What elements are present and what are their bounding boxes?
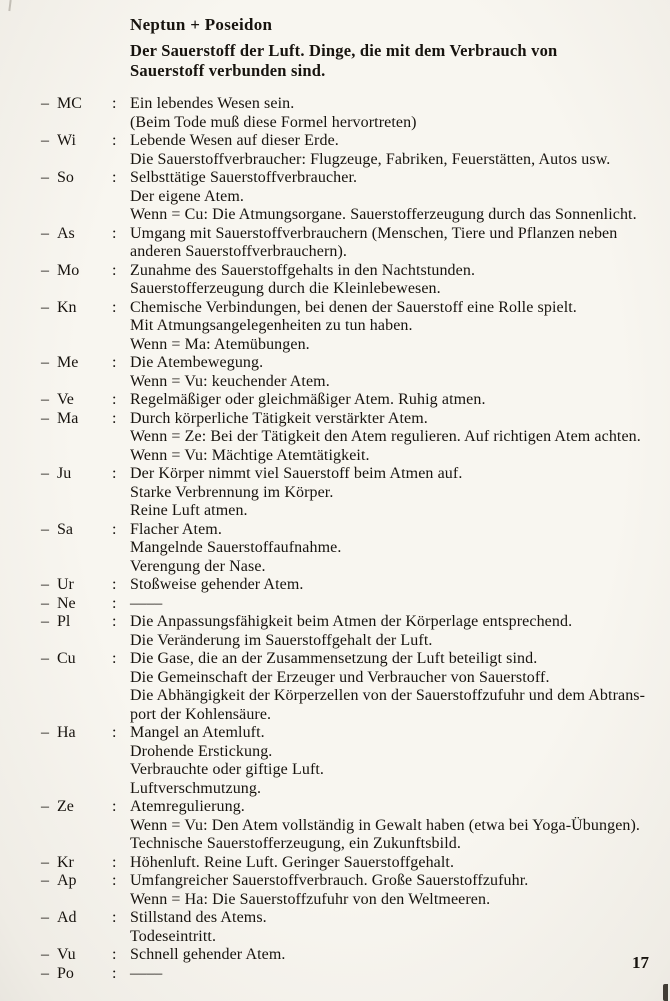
entry-term: Wi (57, 132, 76, 149)
entry-description-line: Wenn = Ma: Atemübungen. (130, 335, 310, 353)
entry-description-line: Wenn = Vu: keuchender Atem. (130, 372, 330, 390)
entry-term: Po (57, 964, 74, 982)
entry-term: Ap (57, 872, 77, 889)
entry-description-line: Lebende Wesen auf dieser Erde. (130, 132, 339, 149)
entry-separator: : (112, 224, 117, 242)
entry-description-line: Luftverschmutzung. (130, 779, 262, 797)
entry-separator: : (112, 946, 117, 963)
entry-term: Ma (57, 409, 79, 427)
entry-separator: : (112, 798, 117, 815)
glossary-entry-ze (0, 798, 670, 854)
entry-description-line: Höhenluft. Reine Luft. Geringer Sauerstoffgehalt. (130, 853, 455, 871)
entry-separator: : (112, 520, 117, 538)
glossary-entry-ju (0, 465, 670, 521)
glossary-entry-ad (0, 909, 670, 946)
entry-description (130, 909, 670, 946)
entry-term: Mo (57, 261, 80, 279)
entry-separator: : (112, 964, 117, 982)
entry-separator: : (112, 613, 117, 630)
entry-description (130, 724, 670, 798)
entry-description-line: Wenn = Vu: Den Atem vollständig in Gewalt haben (etwa bei Yoga-Übungen). (130, 816, 641, 834)
entry-description (130, 521, 670, 577)
entry-dash: – (41, 391, 49, 408)
entry-description (130, 576, 670, 595)
entry-description-line: Verbrauchte oder giftige Luft. (130, 761, 325, 778)
entry-term: Vu (57, 946, 76, 963)
entry-term: Cu (57, 650, 76, 667)
entry-dash: – (41, 724, 49, 741)
entry-description-line: Starke Verbrennung im Körper. (130, 483, 334, 501)
entry-description-line: Die Atembewegung. (130, 354, 264, 371)
entry-description-line: Flacher Atem. (130, 520, 222, 538)
glossary-entry-ur (0, 576, 670, 595)
entry-description-line: Wenn = Vu: Mächtige Atemtätigkeit. (130, 446, 370, 464)
entry-description-line: Reine Luft atmen. (130, 502, 248, 519)
entry-description-line: Die Gemeinschaft der Erzeuger und Verbraucher von Sauerstoff. (130, 668, 550, 686)
entry-description-line: Chemische Verbindungen, bei denen der Sauerstoff eine Rolle spielt. (130, 298, 577, 316)
entry-separator: : (112, 465, 117, 482)
glossary-entry-mo (0, 262, 670, 299)
entry-description (130, 946, 670, 965)
entry-description-line: Technische Sauerstofferzeugung, ein Zukunftsbild. (130, 835, 461, 852)
entry-description (130, 354, 670, 391)
entry-description (130, 169, 670, 225)
entry-description-line: Wenn = Ze: Bei der Tätigkeit den Atem regulieren. Auf richtigen Atem achten. (130, 428, 641, 445)
entry-dash: – (41, 132, 49, 149)
entry-description-line: Die Anpassungsfähigkeit beim Atmen der Körperlage entsprechend. (130, 613, 573, 630)
entry-separator: : (112, 298, 117, 316)
entry-term: Ze (57, 798, 74, 815)
entry-dash: – (41, 298, 49, 316)
entry-description-line: (Beim Tode muß diese Formel hervortreten) (130, 113, 417, 131)
entry-description (130, 965, 670, 984)
entry-separator: : (112, 853, 117, 871)
glossary-entry-ha (0, 724, 670, 798)
entry-description-line: Regelmäßiger oder gleichmäßiger Atem. Ruhig atmen. (130, 391, 486, 408)
glossary-entry-me (0, 354, 670, 391)
entry-dash: – (41, 409, 49, 427)
glossary-entry-pl (0, 613, 670, 650)
glossary-entries-list (0, 95, 670, 983)
entry-separator: : (112, 872, 117, 889)
entry-description (130, 465, 670, 521)
entry-dash: – (41, 224, 49, 242)
entry-description-line: Mangelnde Sauerstoffaufnahme. (130, 539, 342, 556)
entry-description-line: Umgang mit Sauerstoffverbrauchern (Menschen, Tiere und Pflanzen neben (130, 224, 618, 242)
entry-term: Ne (57, 594, 76, 612)
entry-description-line: Verengung der Nase. (130, 557, 266, 575)
glossary-entry-ve (0, 391, 670, 410)
entry-term: Ur (57, 576, 74, 593)
entry-separator: : (112, 909, 117, 926)
entry-term: Ad (57, 909, 77, 926)
entry-description-line: Der eigene Atem. (130, 187, 244, 205)
entry-separator: : (112, 594, 117, 612)
entry-separator: : (112, 391, 117, 408)
entry-dash: – (41, 964, 49, 982)
entry-description (130, 854, 670, 873)
entry-term: Sa (57, 520, 73, 538)
entry-dash: – (41, 594, 49, 612)
entry-description-line: Die Sauerstoffverbraucher: Flugzeuge, Fabriken, Feuerstätten, Autos usw. (130, 150, 611, 168)
glossary-entry-kn (0, 299, 670, 355)
entry-term: Ju (57, 465, 72, 482)
entry-description (130, 798, 670, 854)
glossary-entry-ap (0, 872, 670, 909)
page-subtitle-line: Der Sauerstoff der Luft. Dinge, die mit dem Verbrauch von (130, 41, 558, 60)
entry-term: Kn (57, 298, 77, 316)
entry-dash: – (41, 169, 49, 186)
glossary-entry-as (0, 225, 670, 262)
entry-description-line: Todeseintritt. (130, 927, 217, 945)
entry-description (130, 132, 670, 169)
entry-separator: : (112, 650, 117, 667)
page-title: Neptun + Poseidon (130, 15, 273, 34)
entry-dash: – (41, 354, 49, 371)
entry-description-line: Wenn = Cu: Die Atmungsorgane. Sauerstofferzeugung durch das Sonnenlicht. (130, 206, 637, 223)
page-number: 17 (632, 953, 649, 972)
glossary-entry-cu (0, 650, 670, 724)
entry-term: Ha (57, 724, 76, 741)
entry-description-line: Der Körper nimmt viel Sauerstoff beim Atmen auf. (130, 465, 463, 482)
glossary-entry-mc (0, 95, 670, 132)
entry-term: As (57, 224, 75, 242)
glossary-entry-wi (0, 132, 670, 169)
entry-term: So (57, 169, 74, 186)
entry-dash: – (41, 946, 49, 963)
scan-artifact-bottom-right (663, 984, 668, 1001)
entry-description (130, 410, 670, 466)
page-subtitle (130, 41, 557, 80)
entry-description-line: Selbsttätige Sauerstoffverbraucher. (130, 169, 358, 186)
entry-dash: – (41, 853, 49, 871)
entry-dash: – (41, 520, 49, 538)
glossary-entry-ne (0, 595, 670, 614)
entry-dash: – (41, 798, 49, 815)
entry-description-line: Die Gase, die an der Zusammensetzung der Luft beteiligt sind. (130, 650, 538, 667)
entry-description-line: Atemregulierung. (130, 798, 245, 815)
entry-description-line: Mit Atmungsangelegenheiten zu tun haben. (130, 317, 413, 334)
entry-dash: – (41, 261, 49, 279)
entry-description-line: Mangel an Atemluft. (130, 724, 265, 741)
entry-description (130, 299, 670, 355)
entry-dash: – (41, 465, 49, 482)
entry-term: Me (57, 354, 79, 371)
entry-description-line: Stoßweise gehender Atem. (130, 576, 304, 593)
entry-description-line: Umfangreicher Sauerstoffverbrauch. Große Sauerstoffzufuhr. (130, 872, 529, 889)
page-subtitle-line: Sauerstoff verbunden sind. (130, 60, 326, 80)
entry-description-line: Stillstand des Atems. (130, 909, 267, 926)
entry-description (130, 595, 670, 614)
glossary-entry-ma (0, 410, 670, 466)
entry-dash: – (41, 95, 49, 112)
entry-description-line: Wenn = Ha: Die Sauerstoffzufuhr von den Weltmeeren. (130, 890, 491, 908)
entry-separator: : (112, 576, 117, 593)
entry-separator: : (112, 95, 117, 112)
entry-description-line: Die Abhängigkeit der Körperzellen von der Sauerstoffzufuhr und dem Abtrans- (130, 687, 646, 704)
entry-description-line: Die Veränderung im Sauerstoffgehalt der Luft. (130, 631, 433, 649)
entry-term: Kr (57, 853, 74, 871)
glossary-entry-kr (0, 854, 670, 873)
entry-description-line: Durch körperliche Tätigkeit verstärkter Atem. (130, 409, 428, 427)
entry-separator: : (112, 261, 117, 279)
entry-separator: : (112, 354, 117, 371)
entry-description-line: –––– (130, 594, 163, 612)
glossary-entry-sa (0, 521, 670, 577)
entry-description-line: Sauerstofferzeugung durch die Kleinlebewesen. (130, 280, 441, 297)
entry-description (130, 391, 670, 410)
glossary-entry-po (0, 965, 670, 984)
entry-term: Pl (57, 613, 71, 630)
entry-term: Ve (57, 391, 74, 408)
entry-dash: – (41, 576, 49, 593)
entry-separator: : (112, 724, 117, 741)
entry-separator: : (112, 132, 117, 149)
entry-description-line: Drohende Erstickung. (130, 742, 273, 760)
entry-description-line: Zunahme des Sauerstoffgehalts in den Nachtstunden. (130, 261, 476, 279)
entry-separator: : (112, 409, 117, 427)
entry-description-line: Ein lebendes Wesen sein. (130, 95, 295, 112)
entry-description-line: anderen Sauerstoffverbrauchern). (130, 243, 348, 260)
entry-dash: – (41, 909, 49, 926)
entry-dash: – (41, 872, 49, 889)
entry-dash: – (41, 650, 49, 667)
entry-description-line: port der Kohlensäure. (130, 705, 272, 723)
entry-description (130, 95, 670, 132)
glossary-entry-so (0, 169, 670, 225)
entry-description (130, 225, 670, 262)
entry-description (130, 613, 670, 650)
entry-dash: – (41, 613, 49, 630)
entry-description-line: –––– (130, 964, 163, 982)
entry-term: MC (57, 95, 82, 112)
entry-description (130, 872, 670, 909)
glossary-entry-vu (0, 946, 670, 965)
entry-description (130, 262, 670, 299)
entry-description-line: Schnell gehender Atem. (130, 946, 286, 963)
entry-description (130, 650, 670, 724)
entry-separator: : (112, 169, 117, 186)
